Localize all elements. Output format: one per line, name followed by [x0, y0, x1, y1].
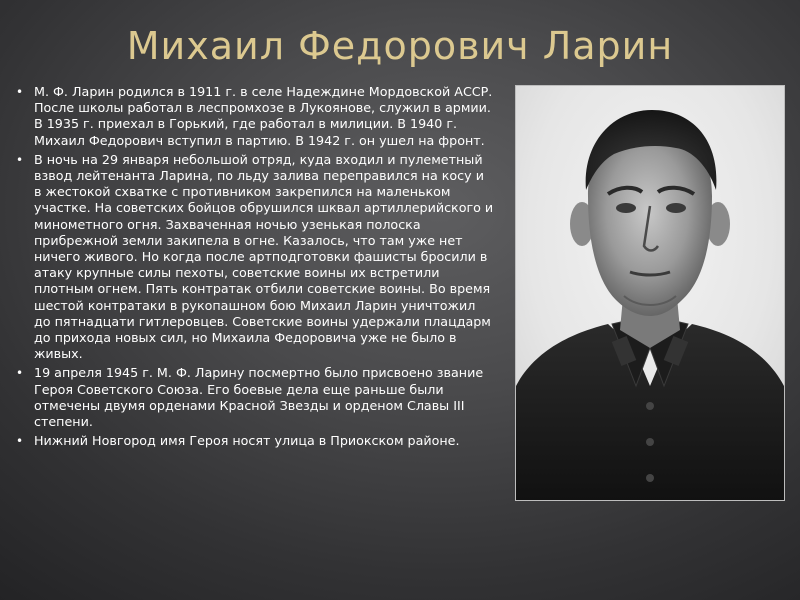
slide-title: Михаил Федорович Ларин	[126, 24, 674, 68]
bullet-text: 19 апреля 1945 г. М. Ф. Ларину посмертно было присвоено звание Героя Советского Союза. Его боевые дела еще раньше были отмечены двумя орденами Красной Звезды и орденом Славы III степени.	[34, 365, 484, 430]
bullet-text: В ночь на 29 января небольшой отряд, куда входил и пулеметный взвод лейтенанта Ларина, по льду залива переправился на косу и в жестокой схватке с противником закрепился на маленьком участке. На советских бойцов обрушился шквал артиллерийского и минометного огня. Захваченная ночью узенькая полоска прибрежной земли закипела в огне. Казалось, что там уже нет ничего живого. Но когда после артподготовки фашисты бросили в атаку крупные силы пехоты, советские воины их встретили плотным огнем. Пять контратак отбили советские воины. Во время шестой контратаки в рукопашном бою Михаил Ларин уничтожил до пятнадцати гитлеровцев. Советские воины удержали плацдарм до прихода новых сил, но Михаила Федоровича уже не было в живых.	[34, 151, 494, 362]
bullet-item-street	[14, 433, 494, 449]
bullet-dot-icon: •	[16, 434, 24, 449]
bullet-dot-icon: •	[16, 152, 24, 167]
bullet-dot-icon: •	[16, 85, 24, 99]
bullet-text: Нижний Новгород имя Героя носят улица в Приокском районе.	[34, 433, 460, 449]
bullet-item-biography	[14, 84, 494, 149]
portrait-photo-icon	[516, 86, 784, 500]
bullet-dot-icon: •	[16, 366, 24, 381]
bullet-text: М. Ф. Ларин родился в 1911 г. в селе Надеждине Мордовской АССР. После школы работал в леспромхозе в Лукоянове, служил в армии. В 1935 г. приехал в Горький, где работал в милиции. В 1940 г. Михаил Федорович вступил в партию. В 1942 г. он ушел на фронт.	[34, 84, 493, 148]
bullet-item-award	[14, 365, 494, 430]
portrait-photo	[516, 86, 784, 500]
bullet-item-battle	[14, 152, 494, 363]
bullet-list	[14, 84, 494, 452]
